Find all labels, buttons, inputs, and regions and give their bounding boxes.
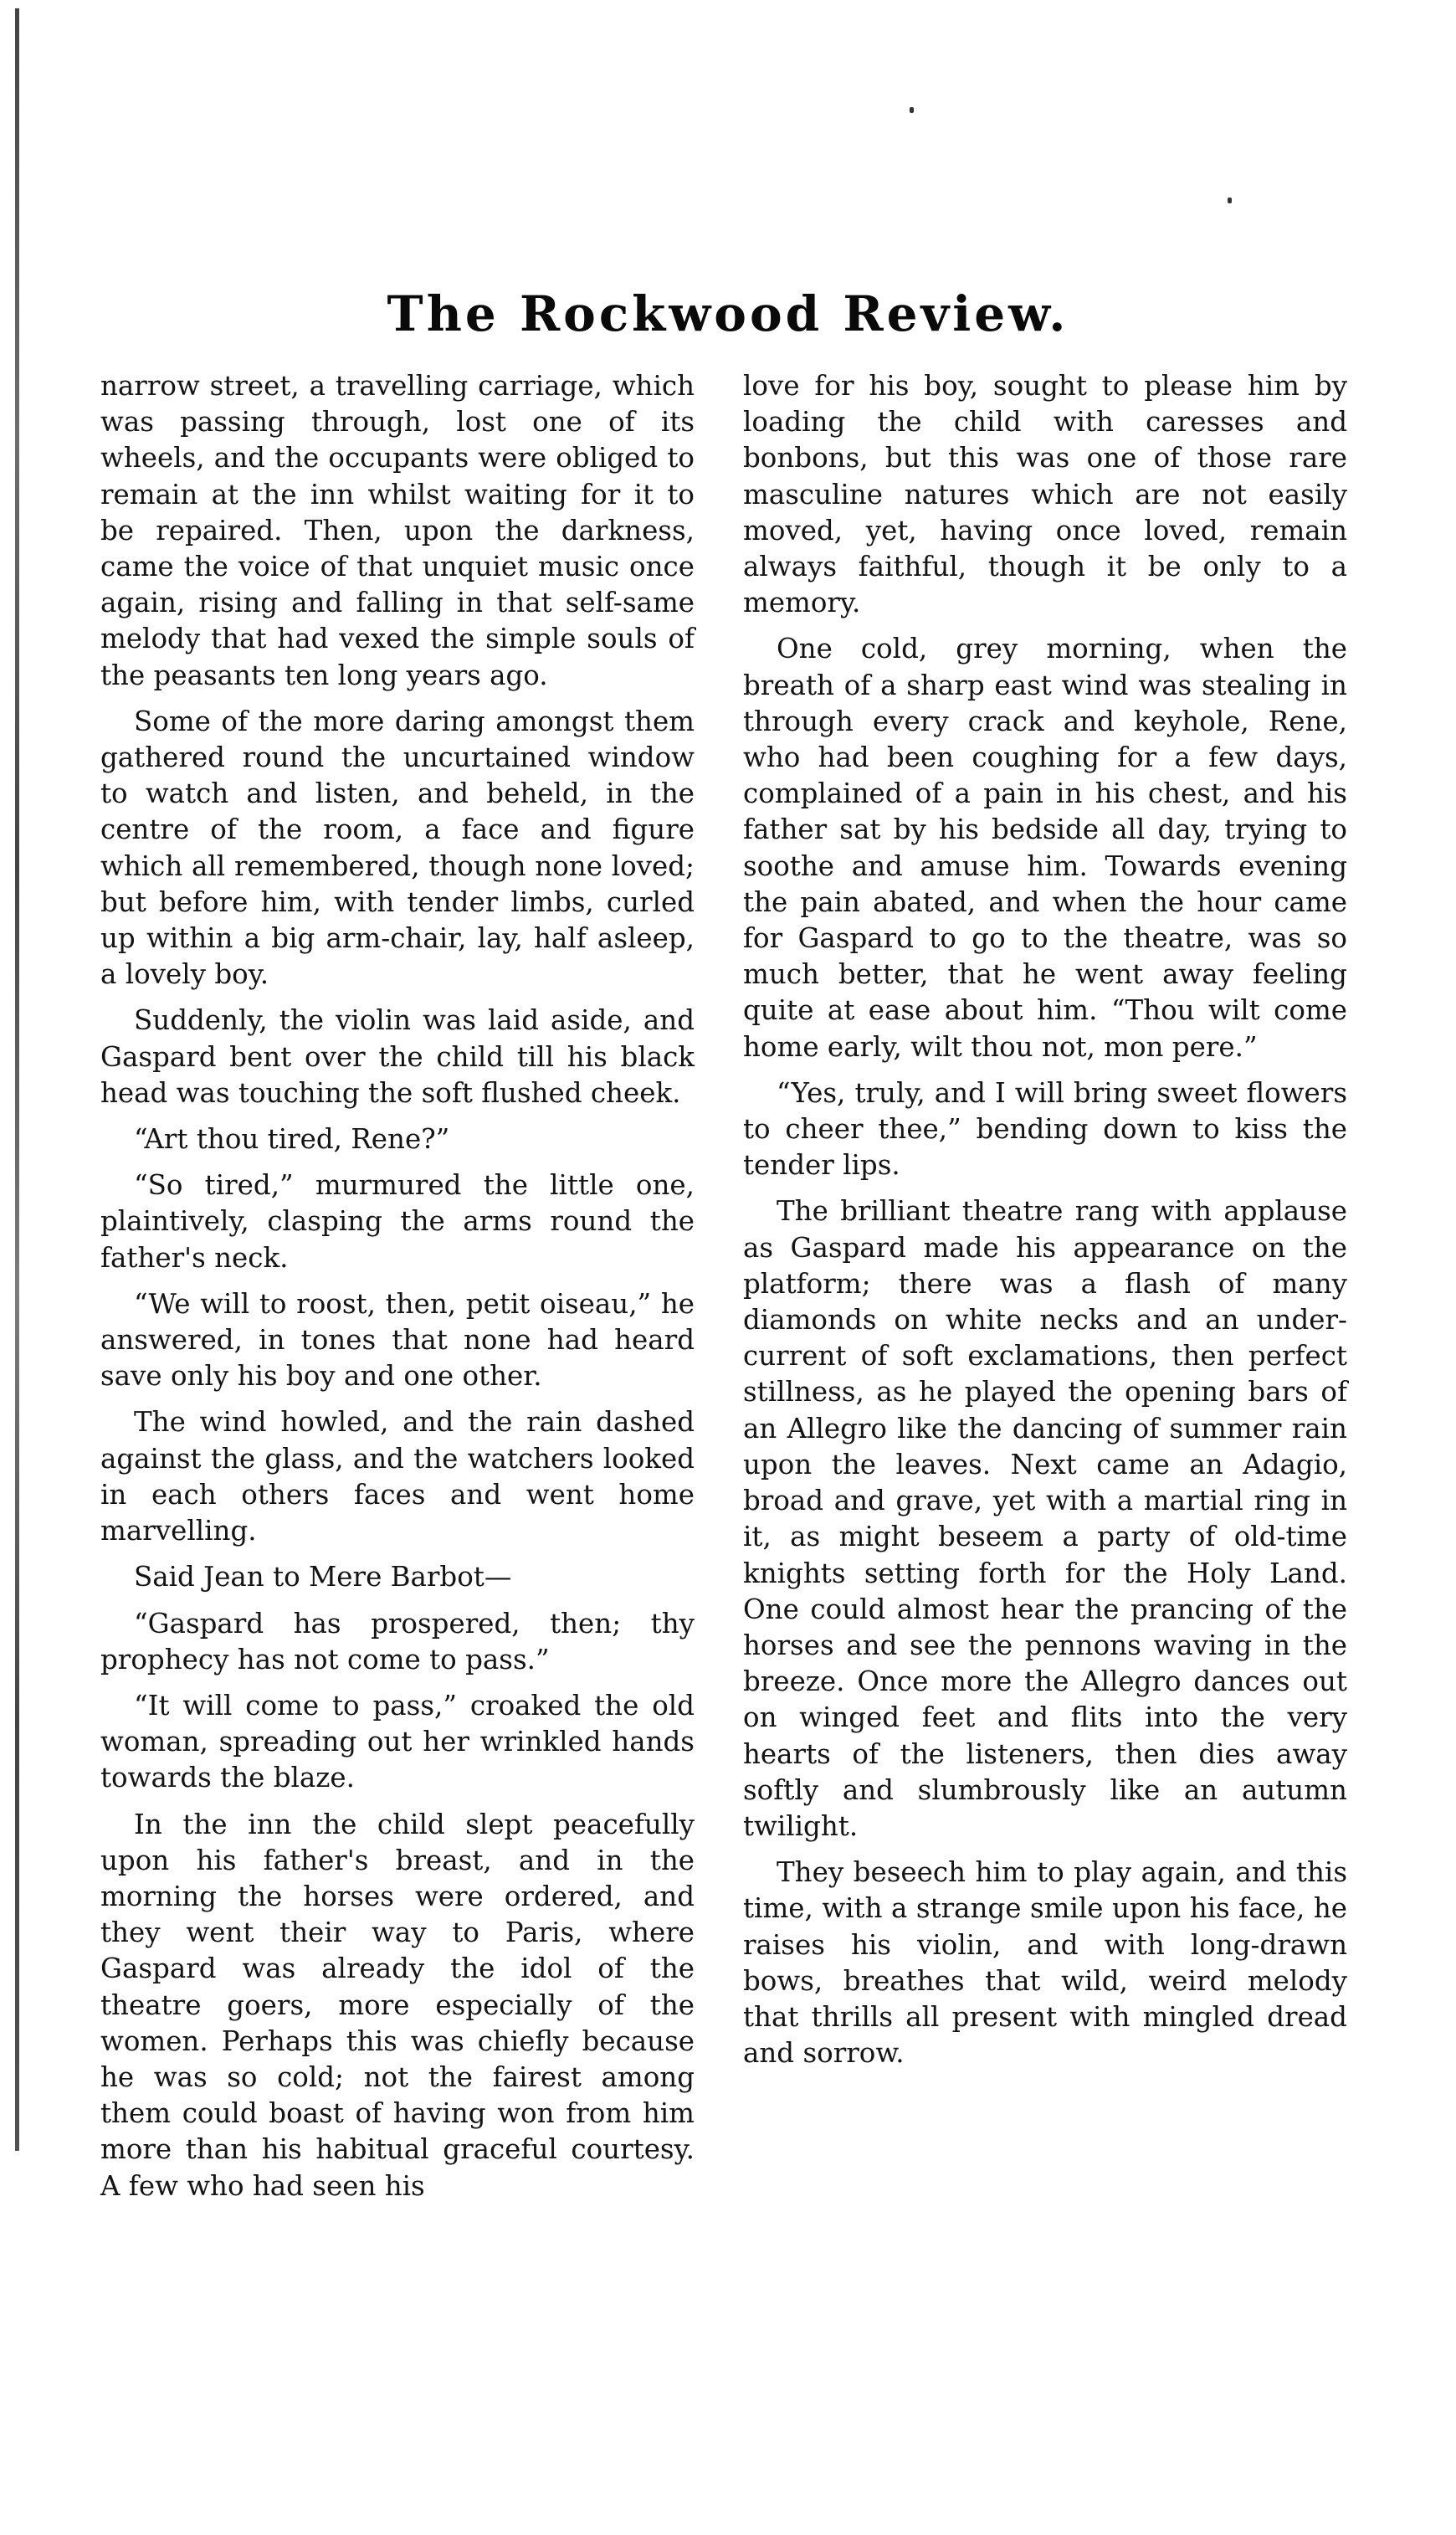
paragraph: Some of the more daring amongst them gathered round the uncurtained window to watch and listen, and beheld, in the centre of the room, a face and figure which all remembered, though none loved; but before him, with tender limbs, curled up within a big arm-chair, lay, half asleep, a lovely boy. — [100, 705, 695, 991]
paragraph: “Yes, truly, and I will bring sweet flowers to cheer thee,” bending down to kiss the tender lips. — [743, 1076, 1347, 1182]
ink-speck — [910, 107, 914, 113]
paragraph: “Gaspard has prospered, then; thy prophecy has not come to pass.” — [100, 1607, 695, 1675]
page-title: The Rockwood Review. — [387, 285, 1069, 342]
paragraph: narrow street, a travelling carriage, which was passing through, lost one of its wheels, and the occupants were obliged to remain at the inn whilst waiting for it to be repaired. Then, upon the darkness, came the voice of that unquiet music once again, rising and falling in that self-same melody that had vexed the simple souls of the peasants ten long years ago. — [100, 370, 695, 691]
paragraph: “Art thou tired, Rene?” — [134, 1123, 450, 1156]
ink-speck — [1228, 198, 1232, 203]
paragraph: One cold, grey morning, when the breath of a sharp east wind was stealing in through every crack and keyhole, Rene, who had been coughing for a few days, complained of a pain in his chest, and his father sat by his bedside all day, trying to soothe and amuse him. Towards evening the pain abated, and when the hour came for Gaspard to go to the theatre, was so much better, that he went away feeling quite at ease about him. “Thou wilt come home early, wilt thou not, mon pere.” — [743, 633, 1347, 1063]
paragraph: The brilliant theatre rang with applause as Gaspard made his appearance on the platform; there was a flash of many diamonds on white necks and an under-current of soft exclamations, then perfect stillness, as he played the opening bars of an Allegro like the dancing of summer rain upon the leaves. Next came an Adagio, broad and grave, yet with a martial ring in it, as might beseem a party of old-time knights setting forth for the Holy Land. One could almost hear the prancing of the horses and see the pennons waving in the breeze. Once more the Allegro dances out on winged feet and flits into the very hearts of the listeners, then dies away softly and slumbrously like an autumn twilight. — [743, 1195, 1347, 1842]
paragraph: The wind howled, and the rain dashed against the glass, and the watchers looked in each others faces and went home marvelling. — [100, 1406, 695, 1547]
paragraph: Suddenly, the violin was laid aside, and Gaspard bent over the child till his black head was touching the soft flushed cheek. — [100, 1004, 695, 1109]
left-column — [100, 368, 695, 2214]
paragraph: “We will to roost, then, petit oiseau,” he answered, in tones that none had heard save only his boy and one other. — [100, 1287, 695, 1393]
paragraph: They beseech him to play again, and this time, with a strange smile upon his face, he raises his violin, and with long-drawn bows, breathes that wild, weird melody that thrills all present with mingled dread and sorrow. — [743, 1856, 1347, 2070]
paragraph: “So tired,” murmured the little one, plaintively, clasping the arms round the father's neck. — [100, 1169, 695, 1274]
paragraph: Said Jean to Mere Barbot— — [134, 1561, 512, 1593]
paragraph: “It will come to pass,” croaked the old woman, spreading out her wrinkled hands towards the blaze. — [100, 1689, 695, 1794]
paragraph: love for his boy, sought to please him by loading the child with caresses and bonbons, but this was one of those rare masculine natures which are not easily moved, yet, having once loved, remain always faithful, though it be only to a memory. — [743, 370, 1347, 619]
right-column — [743, 368, 1347, 2081]
paragraph: In the inn the child slept peacefully upon his father's breast, and in the morning the horses were ordered, and they went their way to Paris, where Gaspard was already the idol of the theatre goers, more especially of the women. Perhaps this was chiefly because he was so cold; not the fairest among them could boast of having won from him more than his habitual graceful courtesy. A few who had seen his — [100, 1808, 695, 2202]
